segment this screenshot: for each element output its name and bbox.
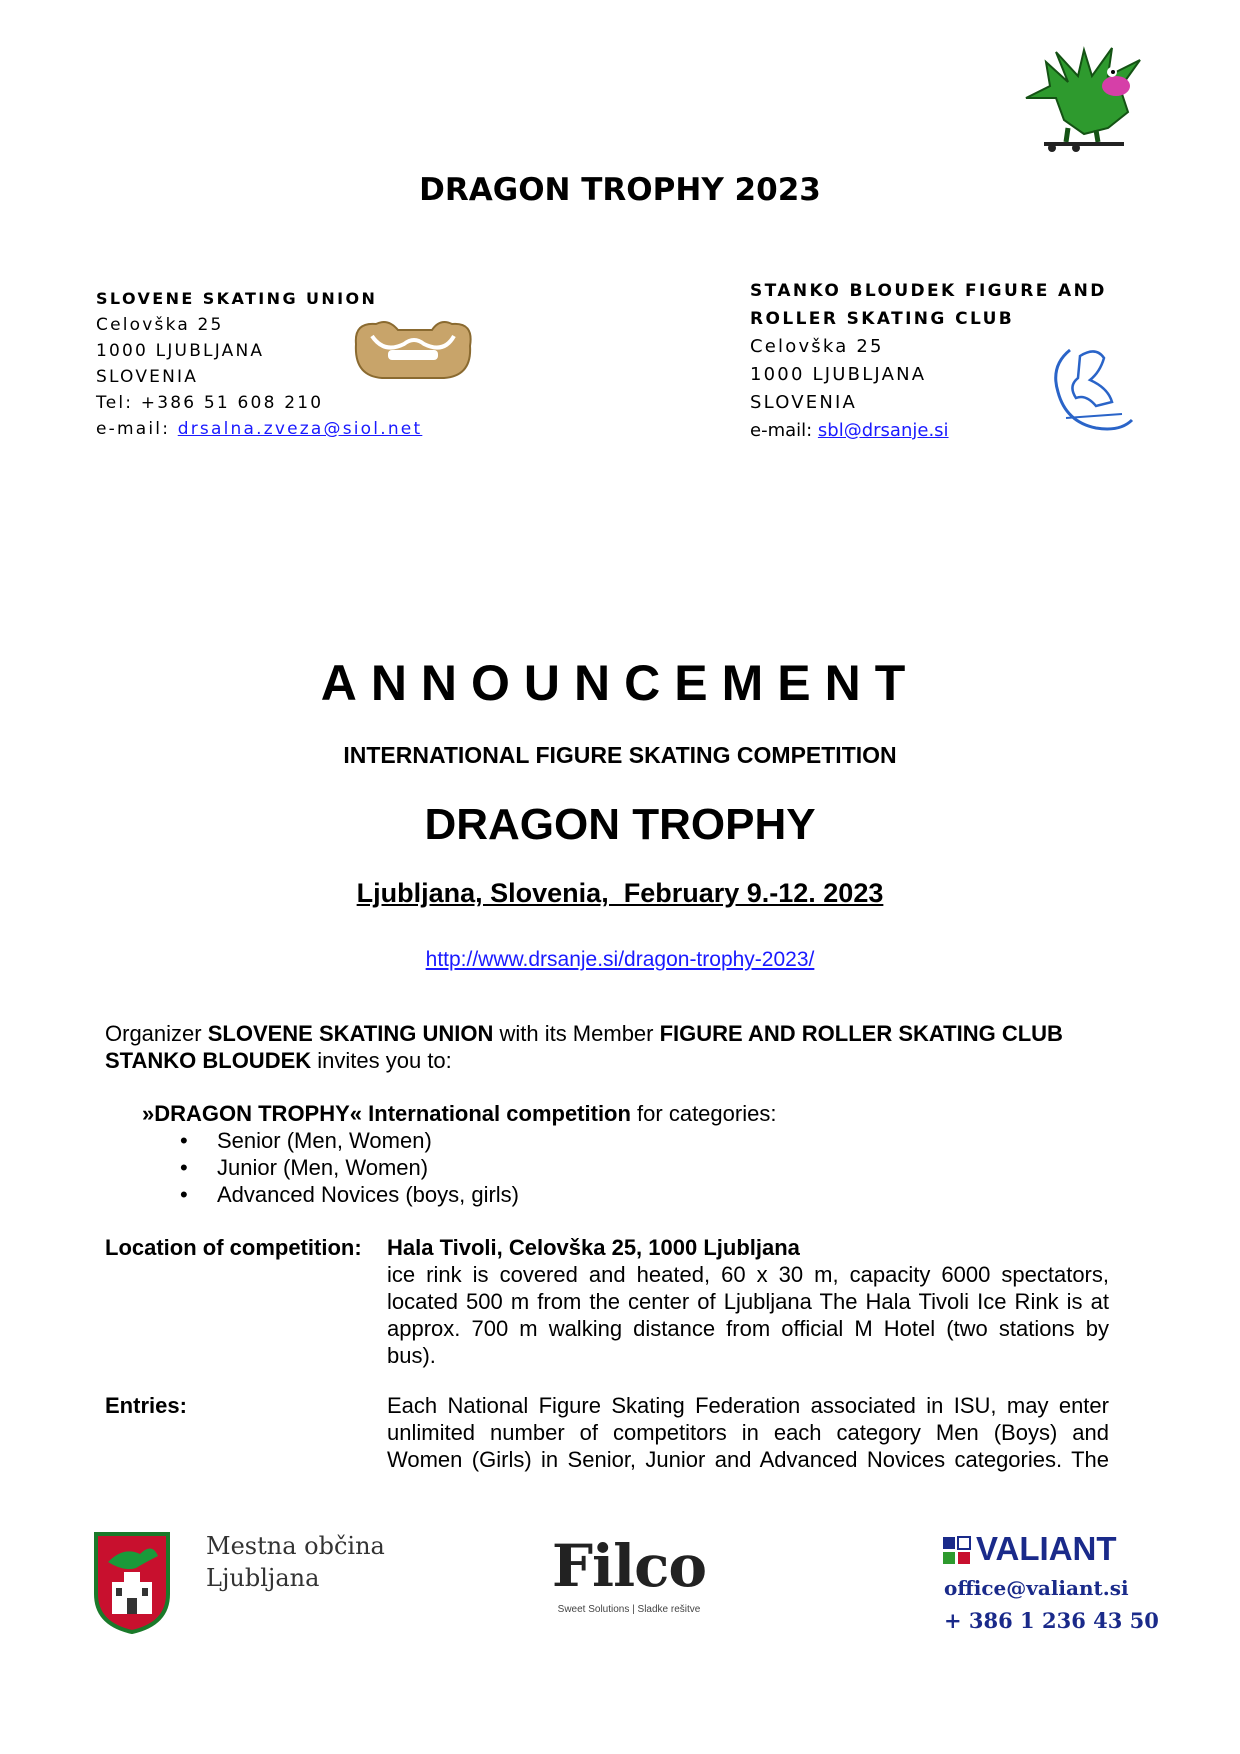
document-title: DRAGON TROPHY 2023 [419,172,821,208]
competition-subtitle: INTERNATIONAL FIGURE SKATING COMPETITION [343,742,897,768]
ice-skater-logo [1040,336,1140,436]
category-list [180,1127,519,1208]
org-left-email-link[interactable]: drsalna.zveza@siol.net [177,419,423,439]
org-left-name: SLOVENE SKATING UNION [96,289,378,308]
skate-blade-logo [348,314,478,386]
filco-logo: Filco [551,1532,707,1600]
org-right-city: 1000 LJUBLJANA [750,364,927,385]
org-left-email-row [96,416,422,442]
list-item: • Senior (Men, Women) [180,1127,519,1154]
intro-paragraph [105,1020,1115,1074]
intro-text-2: with its Member [493,1021,660,1046]
event-url-link[interactable]: http://www.drsanje.si/dragon-trophy-2023/ [425,948,815,971]
intro-text-1: Organizer [105,1021,208,1046]
location-label: Location of competition: [105,1235,362,1260]
announcement-heading: ANNOUNCEMENT [320,655,920,711]
list-item: • Junior (Men, Women) [180,1154,519,1181]
org-left-street: Celovška 25 [96,315,224,335]
ljubljana-name-line2: Ljubljana [206,1564,320,1592]
location-venue: Hala Tivoli, Celovška 25, 1000 Ljubljana [387,1235,800,1260]
org-left-city: 1000 LJUBLJANA [96,341,265,361]
org-right-street: Celovška 25 [750,336,884,357]
entries-label: Entries: [105,1393,187,1418]
list-item: • Advanced Novices (boys, girls) [180,1181,519,1208]
location-details [387,1234,1109,1369]
org-right-email-link[interactable]: sbl@drsanje.si [817,420,949,441]
org-right-country: SLOVENIA [750,392,858,413]
intro-org-2: FIGURE AND ROLLER SKATING CLUB STANKO BLOUDEK [105,1021,1063,1073]
intro-text-3: invites you to: [311,1048,452,1073]
intro-org-1: SLOVENE SKATING UNION [207,1021,494,1046]
org-right-name-line1: STANKO BLOUDEK FIGURE AND [750,281,1107,301]
org-left-tel: Tel: +386 51 608 210 [96,393,324,413]
location-description: ice rink is covered and heated, 60 x 30 m, capacity 6000 spectators, located 500 m from the center of Ljubljana The Hala Tivoli Ice Rink is at approx. 700 m walking distance from official M Hotel (two stations by bus). [387,1262,1109,1368]
org-right-email-label: e-mail: [750,420,818,441]
ljubljana-coat-of-arms [94,1532,170,1634]
org-left-email-label: e-mail: [96,419,178,439]
categories-intro-bold: »DRAGON TROPHY« International competition [142,1101,631,1126]
valiant-name: VALIANT [976,1530,1117,1567]
event-url-row [0,948,1240,972]
event-title: DRAGON TROPHY [424,800,816,849]
filco-tagline: Sweet Solutions | Sladke rešitve [557,1604,701,1615]
valiant-email: office@valiant.si [944,1576,1129,1600]
event-place-date: Ljubljana, Slovenia, February 9.-12. 2023 [356,878,884,908]
categories-intro-rest: for categories: [630,1101,777,1126]
org-right-name-line2: ROLLER SKATING CLUB [750,309,1015,329]
ljubljana-municipality-name [206,1530,385,1594]
org-left-country: SLOVENIA [96,367,199,387]
dragon-skater-logo [1016,42,1158,154]
ljubljana-name-line1: Mestna občina [206,1532,385,1560]
entries-text: Each National Figure Skating Federation associated in ISU, may enter unlimited number of competitors in each category Men (Boys) and Women (Girls) in Senior, Junior and Advanced Novices categories. The [387,1393,1109,1472]
valiant-phone: + 386 1 236 43 50 [944,1608,1159,1633]
valiant-logo-mark [942,1536,972,1566]
categories-intro [142,1100,776,1127]
